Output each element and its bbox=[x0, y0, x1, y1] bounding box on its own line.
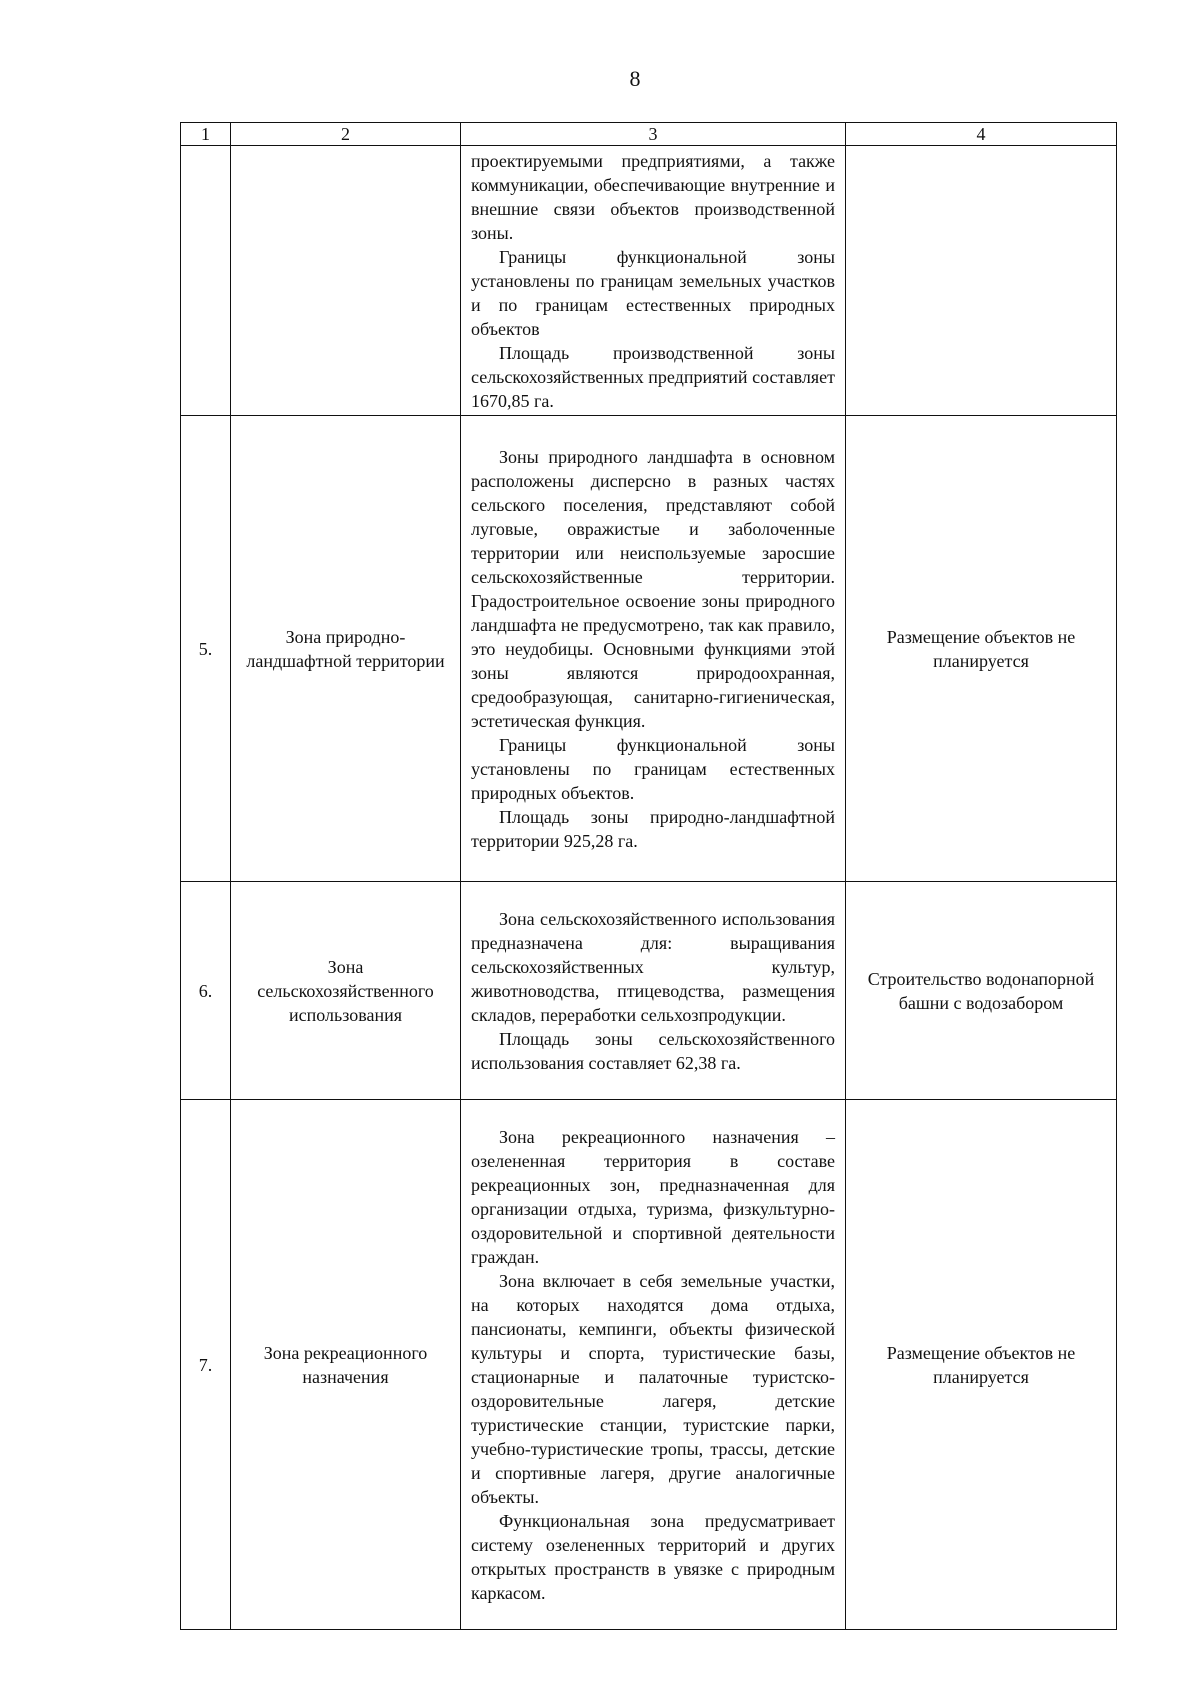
zone-description bbox=[461, 1100, 846, 1630]
description-paragraph: Границы функциональной зоны установлены по границам земельных участков и по границам естественных природных объектов bbox=[471, 246, 835, 339]
description-paragraph: Границы функциональной зоны установлены по границам естественных природных объектов. bbox=[471, 734, 835, 803]
description-paragraph: проектируемыми предприятиями, а также коммуникации, обеспечивающие внутренние и внешние связи объектов производственной зоны. bbox=[471, 150, 835, 243]
planned-objects bbox=[846, 146, 1117, 416]
description-paragraph: Площадь зоны сельскохозяйственного использования составляет 62,38 га. bbox=[471, 1028, 835, 1073]
planned-objects: Размещение объектов не планируется bbox=[846, 1100, 1117, 1630]
row-number: 5. bbox=[181, 416, 231, 882]
description-paragraph: Зона сельскохозяйственного использования предназначена для: выращивания сельскохозяйственных культур, животноводства, птицеводства, размещения складов, переработки сельхозпродукции. bbox=[471, 908, 835, 1025]
planned-objects: Строительство водонапорной башни с водозабором bbox=[846, 882, 1117, 1100]
page-number: 8 bbox=[629, 66, 641, 91]
row-number: 7. bbox=[181, 1100, 231, 1630]
zone-name: Зона природно-ландшафтной территории bbox=[231, 416, 461, 882]
table-row bbox=[181, 146, 1117, 416]
header-cell-3: 3 bbox=[461, 123, 846, 146]
planned-objects: Размещение объектов не планируется bbox=[846, 416, 1117, 882]
description-paragraph: Зона включает в себя земельные участки, на которых находятся дома отдыха, пансионаты, кемпинги, объекты физической культуры и спорта, туристические базы, стационарные и палаточные туристско-оздоровительные лагеря, детские туристические станции, туристские парки, учебно-туристические тропы, трассы, детские и спортивные лагеря, другие аналогичные объекты. bbox=[471, 1270, 835, 1507]
zone-description bbox=[461, 416, 846, 882]
zone-name bbox=[231, 146, 461, 416]
description-paragraph: Функциональная зона предусматривает систему озелененных территорий и других открытых пространств в увязке с природным каркасом. bbox=[471, 1510, 835, 1603]
zone-description bbox=[461, 882, 846, 1100]
row-number bbox=[181, 146, 231, 416]
header-cell-1: 1 bbox=[181, 123, 231, 146]
description-paragraph: Зона рекреационного назначения – озелененная территория в составе рекреационных зон, предназначенная для организации отдыха, туризма, физкультурно-оздоровительной и спортивной деятельности граждан. bbox=[471, 1126, 835, 1267]
description-paragraph: Площадь производственной зоны сельскохозяйственных предприятий составляет 1670,85 га. bbox=[471, 342, 835, 411]
zone-name: Зона рекреационного назначения bbox=[231, 1100, 461, 1630]
zone-name: Зона сельскохозяйственного использования bbox=[231, 882, 461, 1100]
table-row bbox=[181, 882, 1117, 1100]
header-cell-2: 2 bbox=[231, 123, 461, 146]
row-number: 6. bbox=[181, 882, 231, 1100]
table-row bbox=[181, 416, 1117, 882]
table-row bbox=[181, 1100, 1117, 1630]
header-cell-4: 4 bbox=[846, 123, 1117, 146]
table-header-row bbox=[181, 123, 1117, 146]
zones-table bbox=[180, 122, 1117, 1630]
zone-description bbox=[461, 146, 846, 416]
description-paragraph: Зоны природного ландшафта в основном расположены дисперсно в разных частях сельского поселения, представляют собой луговые, овражистые и заболоченные территории или неиспользуемые заросшие сельскохозяйственные территории. Градостроительное освоение зоны природного ландшафта не предусмотрено, так как правило, это неудобицы. Основными функциями этой зоны являются природоохранная, средообразующая, санитарно-гигиеническая, эстетическая функция. bbox=[471, 446, 835, 731]
description-paragraph: Площадь зоны природно-ландшафтной территории 925,28 га. bbox=[471, 806, 835, 851]
